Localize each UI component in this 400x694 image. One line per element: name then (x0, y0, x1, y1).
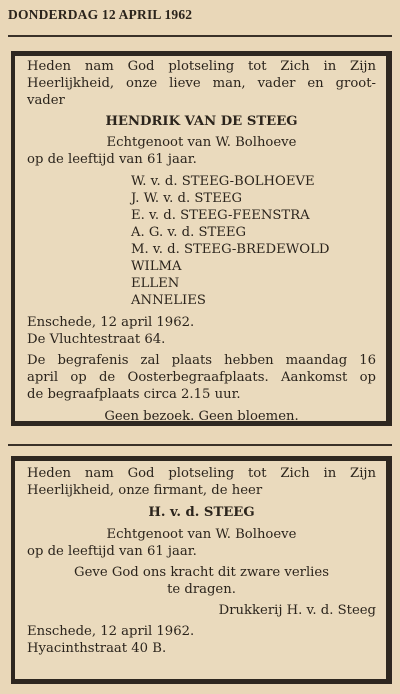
family-list (27, 173, 376, 309)
prayer-line: te dragen. (167, 582, 236, 597)
age-line: op de leeftijd van 61 jaar. (27, 152, 197, 167)
funeral-line: april op de Oosterbegraafplaats. Aankomst op (27, 370, 376, 385)
family-member: W. v. d. STEEG-BOLHOEVE (131, 174, 315, 189)
section-rule (8, 444, 392, 446)
age-line: op de leeftijd van 61 jaar. (27, 544, 197, 559)
family-member: WILMA (131, 259, 182, 274)
place-date: Enschede, 12 april 1962. (27, 624, 195, 639)
intro-line: Heden nam God plotseling tot Zich in Zijn (27, 59, 376, 74)
spouse-line: Echtgenoot van W. Bolhoeve (106, 135, 297, 150)
page-header: DONDERDAG 12 APRIL 1962 (8, 7, 193, 22)
signature: Drukkerij H. v. d. Steeg (218, 603, 376, 618)
notice-company-text (27, 465, 376, 657)
family-member: ANNELIES (131, 293, 206, 308)
intro-line: vader (27, 93, 65, 108)
funeral-line: De begrafenis zal plaats hebben maandag 16 (27, 353, 376, 368)
closing-line: Geen bezoek. Geen bloemen. (104, 409, 299, 424)
intro-line: Heerlijkheid, onze lieve man, vader en groot- (27, 76, 376, 91)
intro-line: Heerlijkheid, onze firmant, de heer (27, 483, 263, 498)
family-member: ELLEN (131, 276, 180, 291)
death-notice-company (11, 456, 392, 684)
death-notice-family (11, 51, 392, 426)
prayer-line: Geve God ons kracht dit zware verlies (74, 565, 329, 580)
header-rule (8, 35, 392, 37)
spouse-line: Echtgenoot van W. Bolhoeve (106, 527, 297, 542)
notice-family-text (27, 58, 376, 425)
funeral-line: de begraafplaats circa 2.15 uur. (27, 387, 241, 402)
deceased-name: HENDRIK VAN DE STEEG (105, 114, 298, 129)
family-member: M. v. d. STEEG-BREDEWOLD (131, 242, 330, 257)
family-member: A. G. v. d. STEEG (131, 225, 247, 240)
place-date: Enschede, 12 april 1962. (27, 315, 195, 330)
intro-line: Heden nam God plotseling tot Zich in Zijn (27, 466, 376, 481)
address: Hyacinthstraat 40 B. (27, 641, 167, 656)
address: De Vluchtestraat 64. (27, 332, 166, 347)
deceased-name: H. v. d. STEEG (148, 505, 255, 520)
family-member: E. v. d. STEEG-FEENSTRA (131, 208, 310, 223)
family-member: J. W. v. d. STEEG (131, 191, 242, 206)
